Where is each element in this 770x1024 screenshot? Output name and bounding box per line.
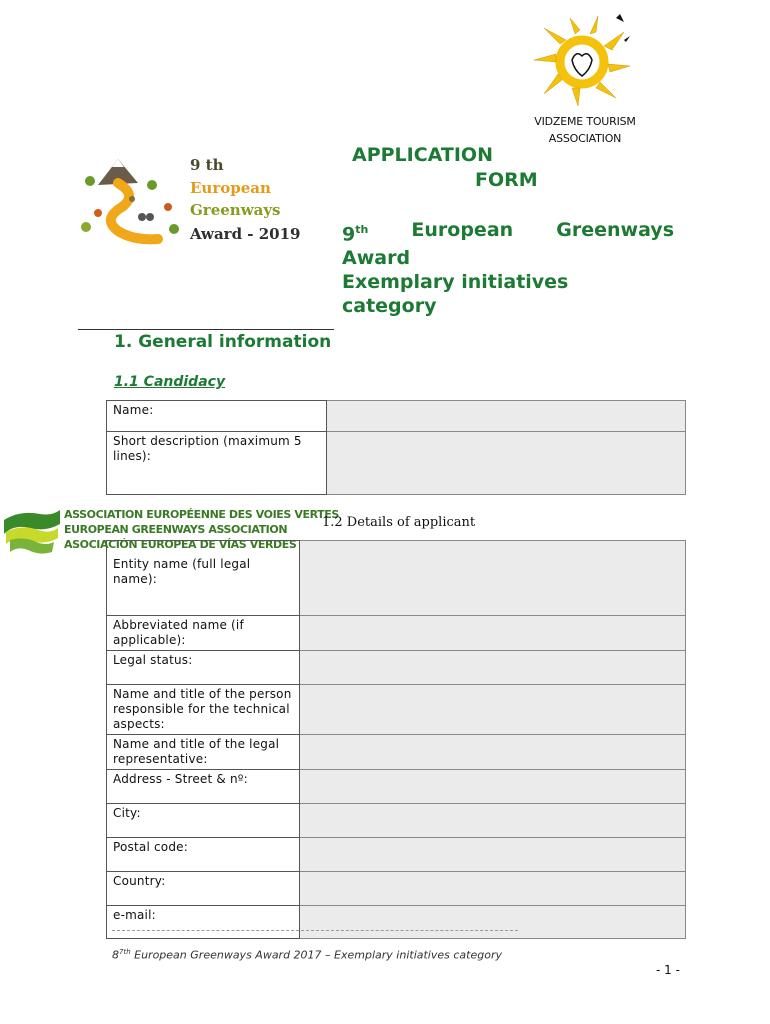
greenways-award-logo bbox=[78, 155, 310, 247]
vidzeme-tourism-logo bbox=[520, 10, 650, 150]
table-row bbox=[107, 838, 686, 872]
award-logo-line4: Award - 2019 bbox=[190, 225, 301, 243]
award-logo-line3: Greenways bbox=[190, 201, 281, 219]
technical-contact-field[interactable] bbox=[300, 685, 686, 735]
footer-text: $8^{7th}$ European Greenways Award 2017 – Exemplary initiatives category bbox=[112, 948, 502, 962]
award-line4: category bbox=[342, 295, 437, 318]
table-label: Abbreviated name (if applicable): bbox=[107, 616, 300, 651]
entity-name-field[interactable] bbox=[300, 541, 686, 616]
postal-code-field[interactable] bbox=[300, 838, 686, 872]
table-label: Address - Street & nº: bbox=[107, 770, 300, 804]
city-field[interactable] bbox=[300, 804, 686, 838]
award-line3: Exemplary initiatives bbox=[342, 271, 569, 294]
table-label: Short description (maximum 5 lines): bbox=[107, 432, 327, 495]
table-label: City: bbox=[107, 804, 300, 838]
country-field[interactable] bbox=[300, 872, 686, 906]
vidzeme-line2: ASSOCIATION bbox=[548, 132, 622, 145]
table-label: Country: bbox=[107, 872, 300, 906]
award-logo-line2: European bbox=[190, 179, 271, 197]
title-application: APPLICATION bbox=[352, 144, 493, 166]
table-label: Name and title of the person responsible for the technical aspects: bbox=[107, 685, 300, 735]
egwa-line-fr: ASSOCIATION EUROPÉENNE DES VOIES VERTES bbox=[64, 508, 339, 521]
award-number: 9th bbox=[342, 223, 369, 246]
table-label: Legal status: bbox=[107, 651, 300, 685]
table-row bbox=[107, 872, 686, 906]
abbreviated-name-field[interactable] bbox=[300, 616, 686, 651]
table-row bbox=[107, 616, 686, 651]
table-row bbox=[107, 906, 686, 939]
footer-divider bbox=[112, 930, 518, 931]
award-line2: Award bbox=[342, 247, 411, 270]
short-description-field[interactable] bbox=[327, 432, 686, 495]
award-word-greenways: Greenways bbox=[556, 219, 674, 241]
table-label: e-mail: bbox=[107, 906, 300, 939]
sun-icon bbox=[520, 10, 650, 110]
email-field[interactable] bbox=[300, 906, 686, 939]
table-row bbox=[107, 804, 686, 838]
table-label: Entity name (full legal name): bbox=[107, 541, 300, 616]
table-row bbox=[107, 541, 686, 616]
table-row bbox=[107, 651, 686, 685]
table-row bbox=[107, 685, 686, 735]
table-row bbox=[107, 401, 686, 432]
address-field[interactable] bbox=[300, 770, 686, 804]
egwa-line-en: EUROPEAN GREENWAYS ASSOCIATION bbox=[64, 523, 288, 536]
title-form: FORM bbox=[475, 169, 538, 191]
table-row bbox=[107, 735, 686, 770]
section-heading-general: 1. General information bbox=[114, 332, 332, 352]
table-label: Postal code: bbox=[107, 838, 300, 872]
page-number: - 1 - bbox=[656, 963, 680, 977]
section-divider bbox=[78, 329, 334, 330]
applicant-table bbox=[106, 540, 686, 939]
candidacy-table bbox=[106, 400, 686, 495]
award-illustration-icon bbox=[78, 155, 188, 247]
legal-representative-field[interactable] bbox=[300, 735, 686, 770]
subsection-heading-candidacy: 1.1 Candidacy bbox=[114, 374, 226, 390]
greenways-flag-icon bbox=[0, 502, 62, 558]
table-row bbox=[107, 770, 686, 804]
table-row bbox=[107, 432, 686, 495]
award-word-european: European bbox=[411, 219, 514, 241]
legal-status-field[interactable] bbox=[300, 651, 686, 685]
subsection-heading-applicant: 1.2 Details of applicant bbox=[322, 515, 476, 530]
name-field[interactable] bbox=[327, 401, 686, 432]
vidzeme-line1: VIDZEME TOURISM bbox=[534, 115, 636, 128]
award-logo-line1: 9 th bbox=[190, 156, 224, 174]
table-label: Name and title of the legal representative: bbox=[107, 735, 300, 770]
table-label: Name: bbox=[107, 401, 327, 432]
award-title bbox=[342, 218, 674, 318]
egwa-line-es: ASOCIACIÓN EUROPEA DE VÍAS VERDES bbox=[64, 538, 297, 551]
